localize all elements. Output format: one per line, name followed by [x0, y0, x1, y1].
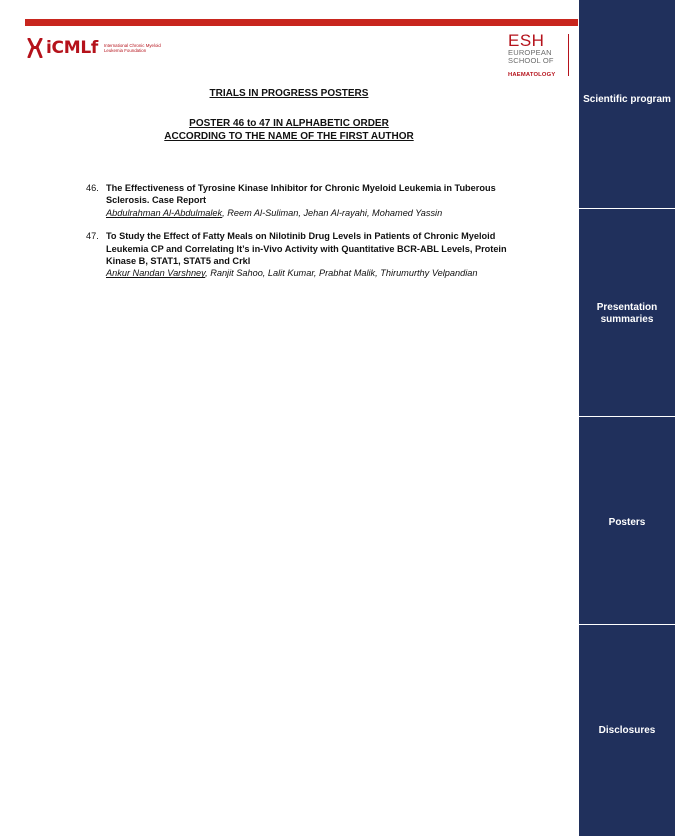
icmlf-tagline: International Chronic Myeloid Leukemia Foundation: [103, 42, 161, 53]
icmlf-wordmark: iCMLf: [46, 38, 98, 58]
poster-entry: [86, 182, 526, 219]
other-authors: , Reem Al-Suliman, Jehan Al-rayahi, Mohamed Yassin: [222, 207, 443, 218]
section-nav: [578, 0, 676, 836]
poster-number: 47.: [86, 231, 99, 242]
tab-label: Posters: [608, 517, 646, 528]
poster-title: The Effectiveness of Tyrosine Kinase Inhibitor for Chronic Myeloid Leukemia in Tuberous Sclerosis. Case Report: [106, 183, 496, 206]
chromosome-icon: [27, 38, 43, 58]
poster-number: 46.: [86, 183, 99, 193]
esh-wordmark: ESH: [508, 31, 545, 50]
esh-logo: [508, 32, 572, 76]
tab-posters[interactable]: [579, 417, 675, 624]
poster-entry: [86, 230, 526, 280]
other-authors: , Ranjit Sahoo, Lalit Kumar, Prabhat Malik, Thirumurthy Velpandian: [205, 268, 478, 279]
section-subtitle-2: ACCORDING TO THE NAME OF THE FIRST AUTHOR: [164, 131, 414, 142]
tab-label: Scientific program: [583, 94, 671, 105]
tab-label: Disclosures: [598, 725, 656, 736]
tab-presentation-summaries[interactable]: [579, 209, 675, 416]
tab-scientific-program[interactable]: [579, 0, 675, 208]
first-author: Abdulrahman Al-Abdulmalek: [106, 207, 223, 218]
esh-school-text: SCHOOL OF: [508, 55, 554, 65]
tab-disclosures[interactable]: [579, 625, 675, 836]
poster-authors: [106, 267, 526, 279]
esh-divider: [568, 34, 569, 76]
icmlf-logo: [27, 37, 174, 59]
poster-title: To Study the Effect of Fatty Meals on Nilotinib Drug Levels in Patients of Chronic Myeloid Leukemia CP and Correlating It’s in-Vivo Activity with Quantitative BCR-ABL Levels, Protein Kinase B, STAT1, STAT5 and Crkl: [106, 231, 507, 267]
section-title: TRIALS IN PROGRESS POSTERS: [209, 88, 369, 99]
poster-list: [86, 182, 526, 291]
esh-european-text: EUROPEAN: [508, 48, 552, 57]
esh-haematology: HAEMATOLOGY: [508, 72, 556, 78]
section-subtitle: POSTER 46 to 47 IN ALPHABETIC ORDER: [189, 118, 389, 129]
first-author: Ankur Nandan Varshney: [106, 268, 206, 279]
poster-authors: [106, 207, 526, 219]
esh-european: [508, 49, 568, 64]
header-red-bar: [25, 19, 578, 26]
tab-label: Presentation summaries: [596, 302, 658, 325]
